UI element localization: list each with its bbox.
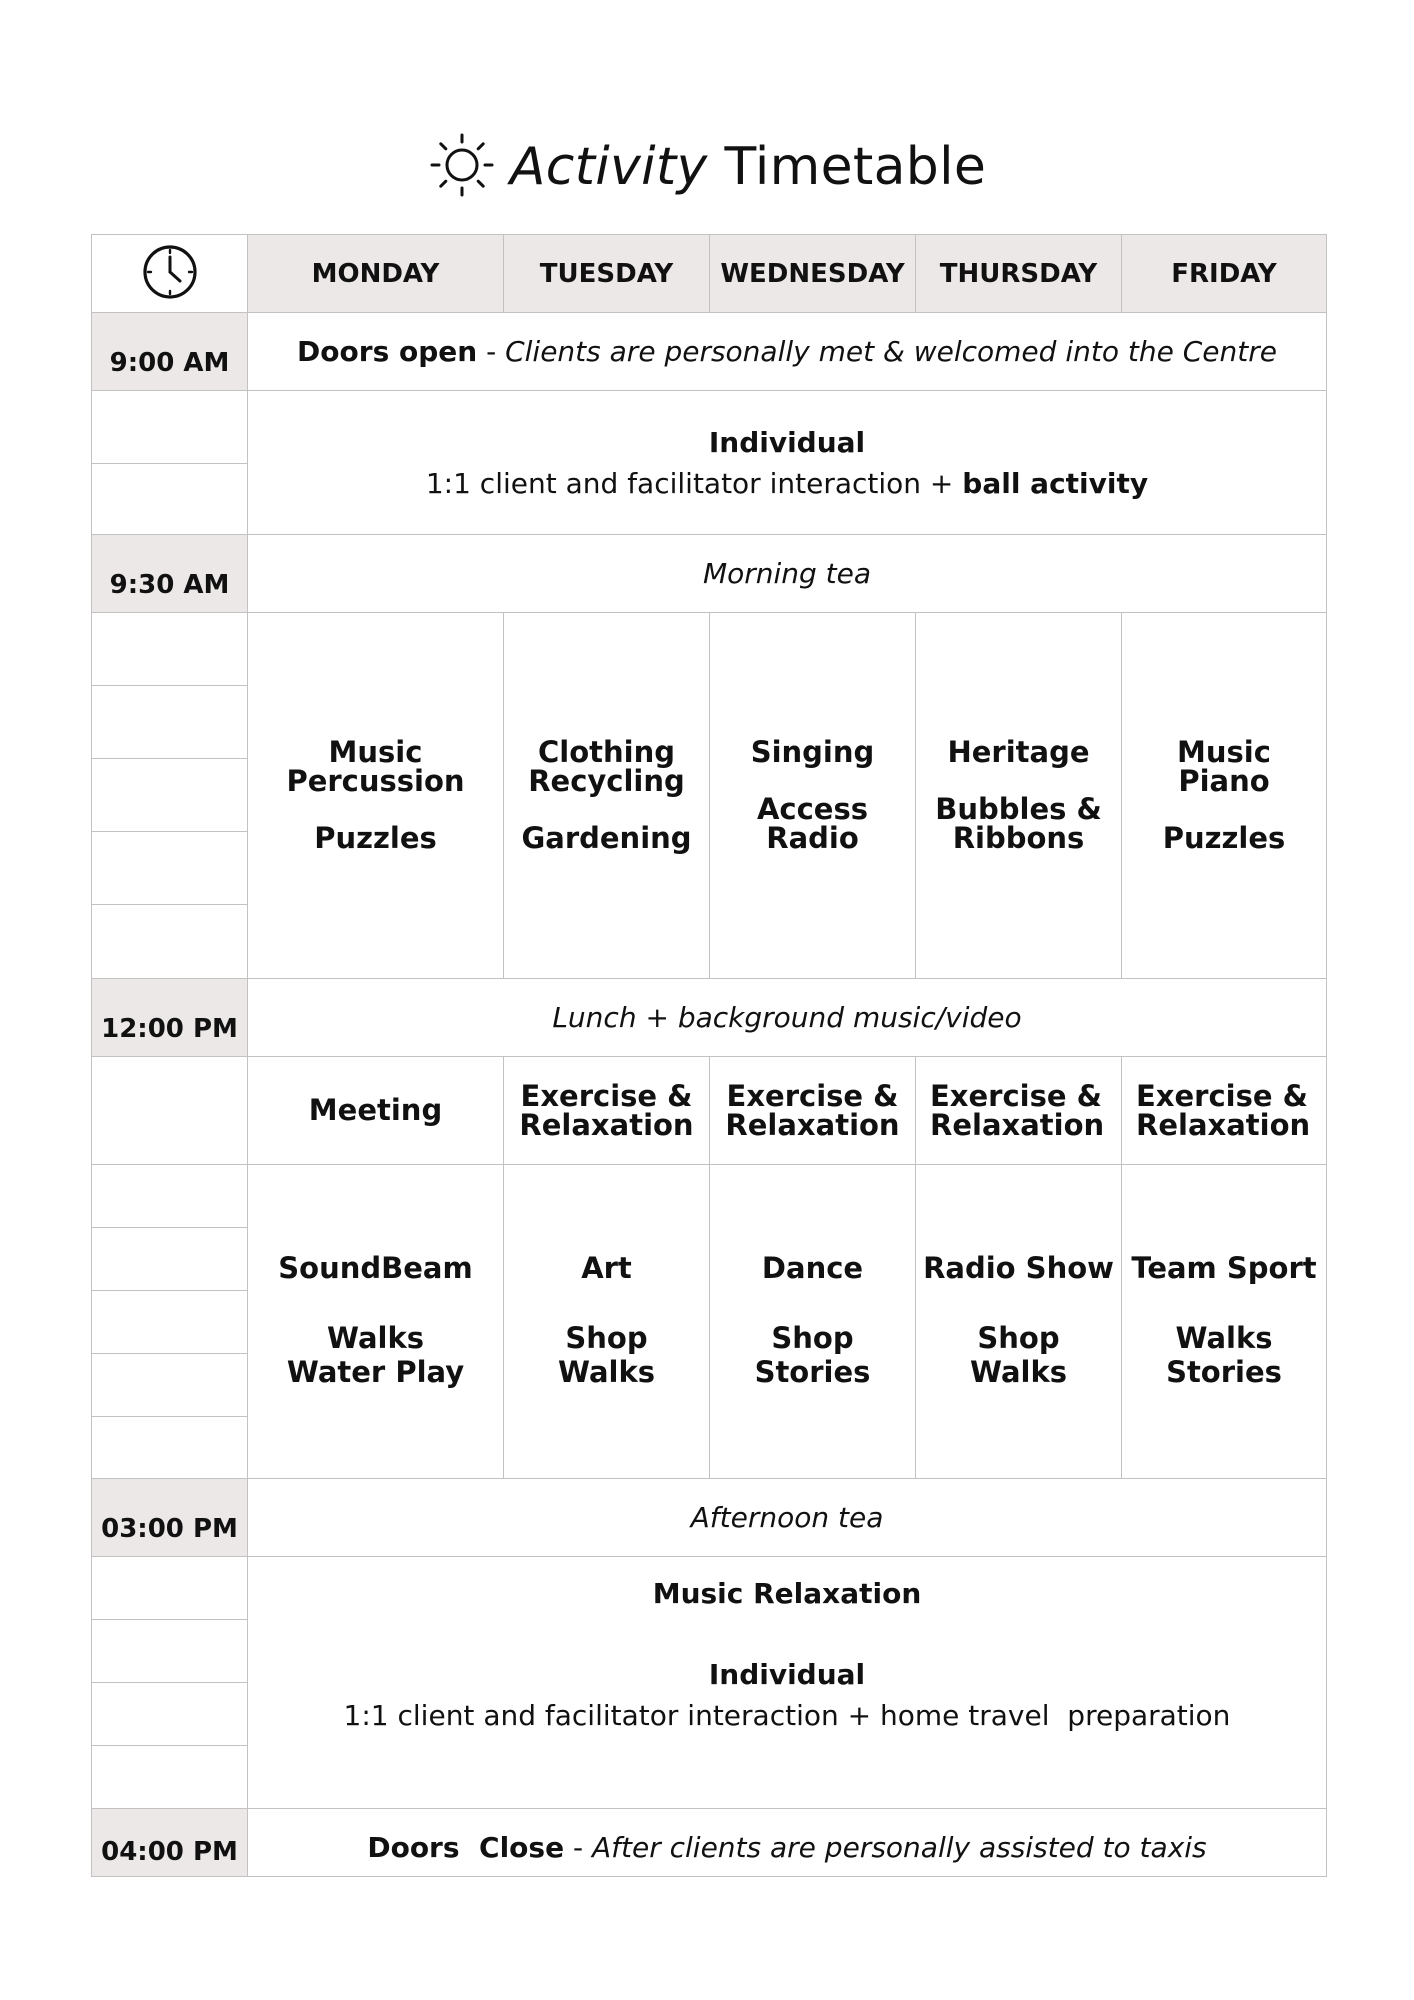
activity-item: Music bbox=[328, 735, 423, 769]
time-slot-blank bbox=[91, 612, 248, 686]
morning-tea-label: Morning tea bbox=[702, 557, 872, 590]
activity-item: Recycling bbox=[528, 764, 685, 798]
afternoon-activity-monday bbox=[247, 1164, 504, 1479]
activity-item: Walks bbox=[326, 1321, 424, 1355]
morning-activity-thursday bbox=[915, 612, 1122, 979]
individual-pm-title: Individual bbox=[708, 1658, 866, 1691]
time-slot-blank bbox=[91, 1745, 248, 1809]
activity-item: Puzzles bbox=[314, 821, 437, 855]
time-slot-blank bbox=[91, 1682, 248, 1746]
time-label-1200: 12:00 PM bbox=[91, 978, 248, 1057]
activity-item: Ribbons bbox=[952, 821, 1085, 855]
time-slot-blank bbox=[91, 831, 248, 905]
clock-icon bbox=[141, 243, 199, 305]
early-afternoon-thursday bbox=[915, 1056, 1122, 1165]
time-slot-blank bbox=[91, 1290, 248, 1354]
lunch-row bbox=[247, 978, 1327, 1057]
day-header-monday: MONDAY bbox=[247, 234, 504, 313]
time-slot-blank bbox=[91, 390, 248, 464]
activity-item: Gardening bbox=[521, 821, 692, 855]
activity-item: Shop bbox=[977, 1321, 1060, 1355]
title-activity-word: Activity bbox=[509, 137, 708, 197]
activity-item: Piano bbox=[1178, 764, 1270, 798]
morning-activity-tuesday bbox=[503, 612, 710, 979]
early-afternoon-tuesday bbox=[503, 1056, 710, 1165]
individual-am-text: 1:1 client and facilitator interaction + bbox=[425, 466, 963, 500]
activity-item: Shop bbox=[771, 1321, 854, 1355]
music-relaxation-row bbox=[247, 1556, 1327, 1809]
activity-item: Stories bbox=[754, 1355, 871, 1389]
activity-item: Percussion bbox=[286, 764, 465, 798]
activity-item: Radio bbox=[766, 821, 859, 855]
afternoon-activity-tuesday bbox=[503, 1164, 710, 1479]
activity-item: Dance bbox=[761, 1251, 864, 1285]
time-slot-blank bbox=[91, 1556, 248, 1620]
day-header-thursday: THURSDAY bbox=[915, 234, 1122, 313]
early-afternoon-wednesday bbox=[709, 1056, 916, 1165]
afternoon-activity-friday bbox=[1121, 1164, 1327, 1479]
activity-item: Walks bbox=[557, 1355, 655, 1389]
time-label-1600: 04:00 PM bbox=[91, 1808, 248, 1877]
activity-item: Shop bbox=[565, 1321, 648, 1355]
timetable bbox=[91, 234, 1327, 1877]
time-slot-blank bbox=[91, 758, 248, 832]
activity-item: Access bbox=[756, 792, 868, 826]
music-relaxation-label: Music Relaxation bbox=[652, 1577, 922, 1610]
activity-item: Puzzles bbox=[1162, 821, 1286, 855]
time-slot-blank bbox=[91, 1227, 248, 1291]
doors-open-row bbox=[247, 312, 1327, 391]
activity-item: Exercise & bbox=[520, 1078, 693, 1113]
day-header-wednesday: WEDNESDAY bbox=[709, 234, 916, 313]
activity-item: Relaxation bbox=[725, 1107, 900, 1142]
activity-item: Exercise & bbox=[930, 1078, 1102, 1113]
activity-item: Meeting bbox=[308, 1093, 443, 1127]
morning-activity-monday bbox=[247, 612, 504, 979]
time-slot-blank bbox=[91, 1619, 248, 1683]
time-slot-blank bbox=[91, 463, 248, 535]
time-label-0930: 9:30 AM bbox=[91, 534, 248, 613]
clock-header-cell bbox=[91, 234, 248, 313]
activity-item: Bubbles & bbox=[935, 792, 1102, 826]
activity-item: Stories bbox=[1166, 1355, 1282, 1389]
doors-close-note: After clients are personally assisted to taxis bbox=[591, 1831, 1207, 1864]
afternoon-tea-row bbox=[247, 1478, 1327, 1557]
activity-item: Walks bbox=[969, 1355, 1067, 1389]
activity-item: Relaxation bbox=[519, 1107, 694, 1142]
activity-item: Radio Show bbox=[923, 1251, 1114, 1285]
activity-item: Exercise & bbox=[726, 1078, 899, 1113]
time-slot-blank bbox=[91, 1416, 248, 1479]
time-slot-blank bbox=[91, 1164, 248, 1228]
title-rest-word: Timetable bbox=[724, 137, 987, 197]
activity-item: Relaxation bbox=[930, 1107, 1105, 1142]
morning-tea-row bbox=[247, 534, 1327, 613]
activity-item: Heritage bbox=[947, 735, 1090, 769]
title-text bbox=[510, 137, 986, 197]
morning-activity-friday bbox=[1121, 612, 1327, 979]
activity-item: Art bbox=[581, 1251, 632, 1285]
page-title bbox=[0, 130, 1414, 204]
time-slot-blank bbox=[91, 685, 248, 759]
activity-item: Team Sport bbox=[1131, 1251, 1317, 1285]
individual-am-title: Individual bbox=[708, 425, 866, 459]
activity-item: Clothing bbox=[538, 735, 675, 769]
time-slot-blank bbox=[91, 1353, 248, 1417]
time-slot-blank bbox=[91, 1056, 248, 1165]
afternoon-tea-label: Afternoon tea bbox=[690, 1501, 884, 1534]
time-slot-blank bbox=[91, 904, 248, 979]
activity-item: Relaxation bbox=[1136, 1107, 1311, 1142]
activity-item: Walks bbox=[1175, 1321, 1273, 1355]
doors-close-separator: - bbox=[564, 1831, 592, 1864]
activity-item: SoundBeam bbox=[278, 1251, 473, 1285]
doors-close-label: Doors Close bbox=[367, 1831, 565, 1864]
afternoon-activity-thursday bbox=[915, 1164, 1122, 1479]
activity-item: Exercise & bbox=[1136, 1078, 1308, 1113]
individual-am-row bbox=[247, 390, 1327, 535]
doors-open-note: Clients are personally met & welcomed into the Centre bbox=[505, 335, 1277, 368]
sun-icon bbox=[428, 131, 496, 203]
early-afternoon-friday bbox=[1121, 1056, 1327, 1165]
doors-close-row bbox=[247, 1808, 1327, 1877]
activity-item: Water Play bbox=[286, 1355, 465, 1389]
early-afternoon-monday bbox=[247, 1056, 504, 1165]
day-header-tuesday: TUESDAY bbox=[503, 234, 710, 313]
time-label-1500: 03:00 PM bbox=[91, 1478, 248, 1557]
activity-item: Singing bbox=[750, 735, 875, 769]
afternoon-activity-wednesday bbox=[709, 1164, 916, 1479]
doors-open-separator: - bbox=[477, 335, 506, 368]
individual-pm-text: 1:1 client and facilitator interaction + home travel preparation bbox=[343, 1699, 1231, 1732]
doors-open-label: Doors open bbox=[297, 335, 478, 368]
individual-am-bold: ball activity bbox=[962, 466, 1149, 500]
day-header-friday: FRIDAY bbox=[1121, 234, 1327, 313]
morning-activity-wednesday bbox=[709, 612, 916, 979]
lunch-label: Lunch + background music/video bbox=[552, 1001, 1022, 1034]
activity-item: Music bbox=[1177, 735, 1271, 769]
time-label-0900: 9:00 AM bbox=[91, 312, 248, 391]
